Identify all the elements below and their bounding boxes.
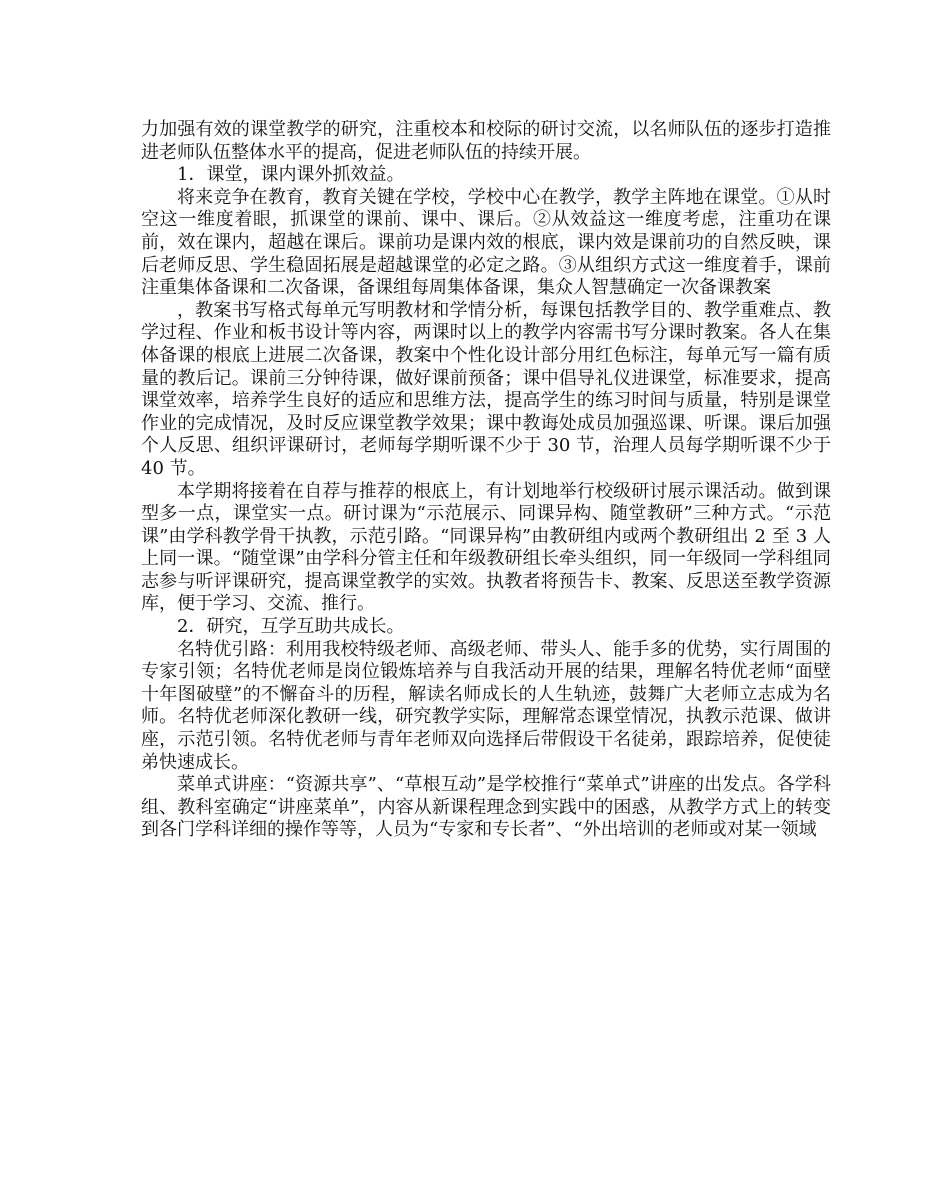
paragraph-3: 将来竞争在教育，教育关键在学校，学校中心在教学，教学主阵地在课堂。①从时空这一维度着眼，抓课堂的课前、课中、课后。②从效益这一维度考虑，注重功在课前，效在课内，超越在课后。课前功是课内效的根底，课内效是课前功的自然反映，课后老师反思、学生稳固拓展是超越课堂的必定之路。③从组织方式这一维度着手，课前注重集体备课和二次备课，备课组每周集体备课，集众人智慧确定一次备课教案 xyxy=(141,186,831,299)
paragraph-8: 菜单式讲座：“资源共享”、“草根互动”是学校推行“菜单式”讲座的出发点。各学科组、教科室确定“讲座菜单”，内容从新课程理念到实践中的困惑，从教学方式上的转变到各门学科详细的操作等等，人员为“专家和专长者”、“外出培训的老师或对某一领域 xyxy=(141,774,831,841)
paragraph-2-heading: 1．课堂，课内课外抓效益。 xyxy=(177,164,405,186)
paragraph-1: 力加强有效的课堂教学的研究，注重校本和校际的研讨交流，以名师队伍的逐步打造推进老师队伍整体水平的提高，促进老师队伍的持续开展。 xyxy=(141,119,831,163)
document-body xyxy=(141,119,831,842)
paragraph-7: 名特优引路：利用我校特级老师、高级老师、带头人、能手多的优势，实行周围的专家引领；名特优老师是岗位锻炼培养与自我活动开展的结果，理解名特优老师“面壁十年图破壁”的不懈奋斗的历程，解读名师成长的人生轨迹，鼓舞广大老师立志成为名师。名特优老师深化教研一线，研究教学实际，理解常态课堂情况，执教示范课、做讲座，示范引领。名特优老师与青年老师双向选择后带假设干名徒弟，跟踪培养，促使徒弟快速成长。 xyxy=(141,638,831,773)
paragraph-4: ，教案书写格式每单元写明教材和学情分析，每课包括教学目的、教学重难点、教学过程、作业和板书设计等内容，两课时以上的教学内容需书写分课时教案。各人在集体备课的根底上进展二次备课，教案中个性化设计部分用红色标注，每单元写一篇有质量的教后记。课前三分钟待课，做好课前预备；课中倡导礼仪进课堂，标准要求，提高课堂效率，培养学生良好的适应和思维方法，提高学生的练习时间与质量，特别是课堂作业的完成情况，及时反应课堂教学效果；课中教诲处成员加强巡课、听课。课后加强个人反思、组织评课研讨，老师每学期听课不少于 30 节，治理人员每学期听课不少于 40 节。 xyxy=(141,299,831,479)
paragraph-6-heading: 2．研究，互学互助共成长。 xyxy=(177,616,405,638)
paragraph-5: 本学期将接着在自荐与推荐的根底上，有计划地举行校级研讨展示课活动。做到课型多一点，课堂实一点。研讨课为“示范展示、同课异构、随堂教研”三种方式。“示范课”由学科教学骨干执教，示范引路。“同课异构”由教研组内或两个教研组出 2 至 3 人上同一课。“随堂课”由学科分管主任和年级教研组长牵头组织，同一年级同一学科组同志参与听评课研究，提高课堂教学的实效。执教者将预告卡、教案、反思送至教学资源库，便于学习、交流、推行。 xyxy=(141,480,831,615)
